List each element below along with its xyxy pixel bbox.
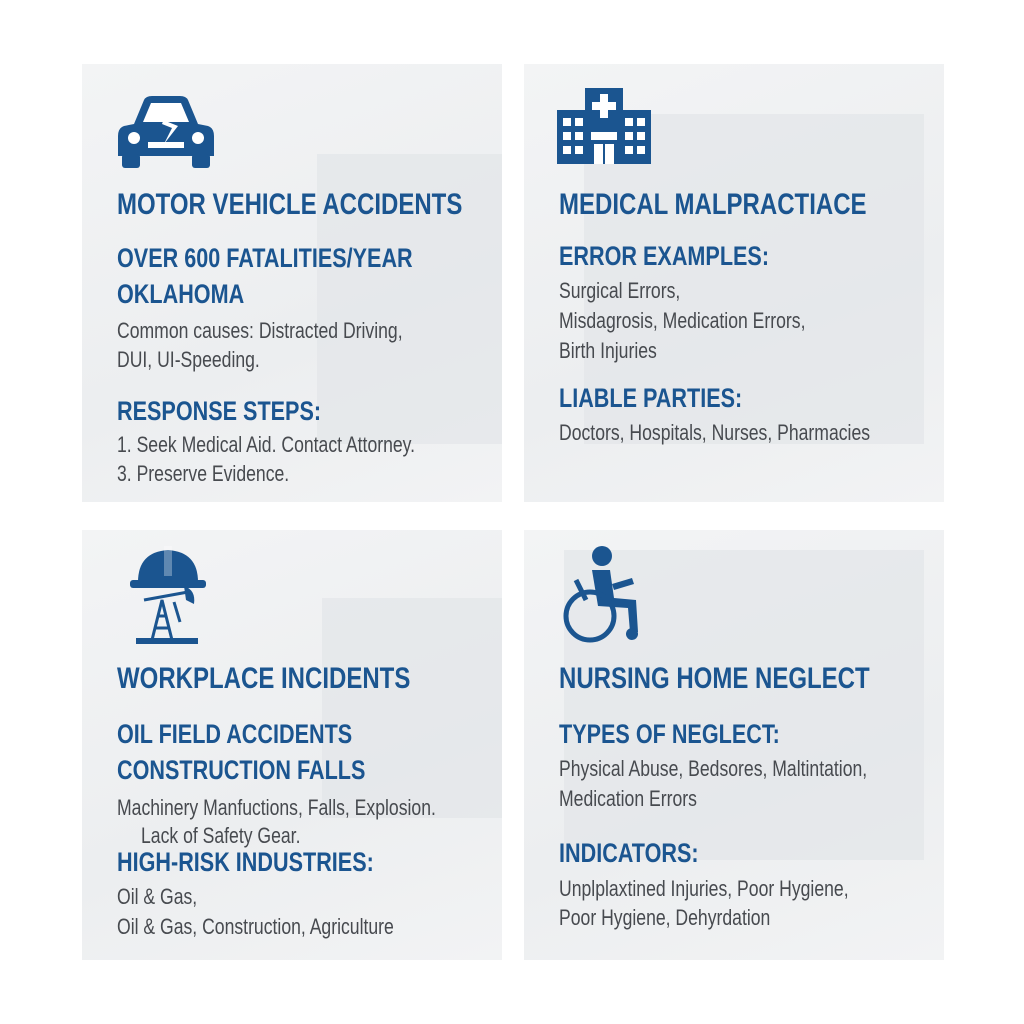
body-text: Common causes: Distracted Driving, xyxy=(117,318,403,343)
body-text: Misdagrosis, Medication Errors, xyxy=(559,308,806,333)
stat-line: CONSTRUCTION FALLS xyxy=(117,755,366,785)
body-text: Oil & Gas, Construction, Agriculture xyxy=(117,914,394,939)
section-heading: HIGH-RISK INDUSTRIES: xyxy=(117,847,374,877)
stat-line: OIL FIELD ACCIDENTS xyxy=(117,719,353,749)
body-text: 1. Seek Medical Aid. Contact Attorney. xyxy=(117,432,416,457)
stat-line: OKLAHOMA xyxy=(117,279,245,309)
card-title: MEDICAL MALPRACTIACE xyxy=(559,188,867,221)
body-text: 3. Preserve Evidence. xyxy=(117,461,290,486)
stat-line: OVER 600 FATALITIES/YEAR xyxy=(117,243,413,273)
section-heading: RESPONSE STEPS: xyxy=(117,396,322,426)
body-text: Lack of Safety Gear. xyxy=(141,823,301,848)
hospital-icon xyxy=(557,88,651,164)
wheelchair-icon xyxy=(558,544,648,644)
body-text: Physical Abuse, Bedsores, Maltintation, xyxy=(559,756,868,781)
body-text: DUI, UI-Speeding. xyxy=(117,347,260,372)
body-text: Unplplaxtined Injuries, Poor Hygiene, xyxy=(559,876,849,901)
section-heading: ERROR EXAMPLES: xyxy=(559,241,770,271)
section-heading: LIABLE PARTIES: xyxy=(559,383,743,413)
body-text: Doctors, Hospitals, Nurses, Pharmacies xyxy=(559,420,871,445)
section-heading: TYPES OF NEGLECT: xyxy=(559,719,780,749)
body-text: Birth Injuries xyxy=(559,338,657,363)
card-title: MOTOR VEHICLE ACCIDENTS xyxy=(117,188,463,221)
body-text: Surgical Errors, xyxy=(559,278,681,303)
section-heading: INDICATORS: xyxy=(559,838,699,868)
body-text: Machinery Manfuctions, Falls, Explosion. xyxy=(117,795,436,820)
hard-hat-oil-rig-icon xyxy=(130,540,206,646)
body-text: Medication Errors xyxy=(559,786,697,811)
body-text: Poor Hygiene, Dehyrdation xyxy=(559,905,771,930)
car-crash-icon xyxy=(116,94,216,169)
card-title: WORKPLACE INCIDENTS xyxy=(117,662,411,695)
card-title: NURSING HOME NEGLECT xyxy=(559,662,870,695)
body-text: Oil & Gas, xyxy=(117,884,198,909)
